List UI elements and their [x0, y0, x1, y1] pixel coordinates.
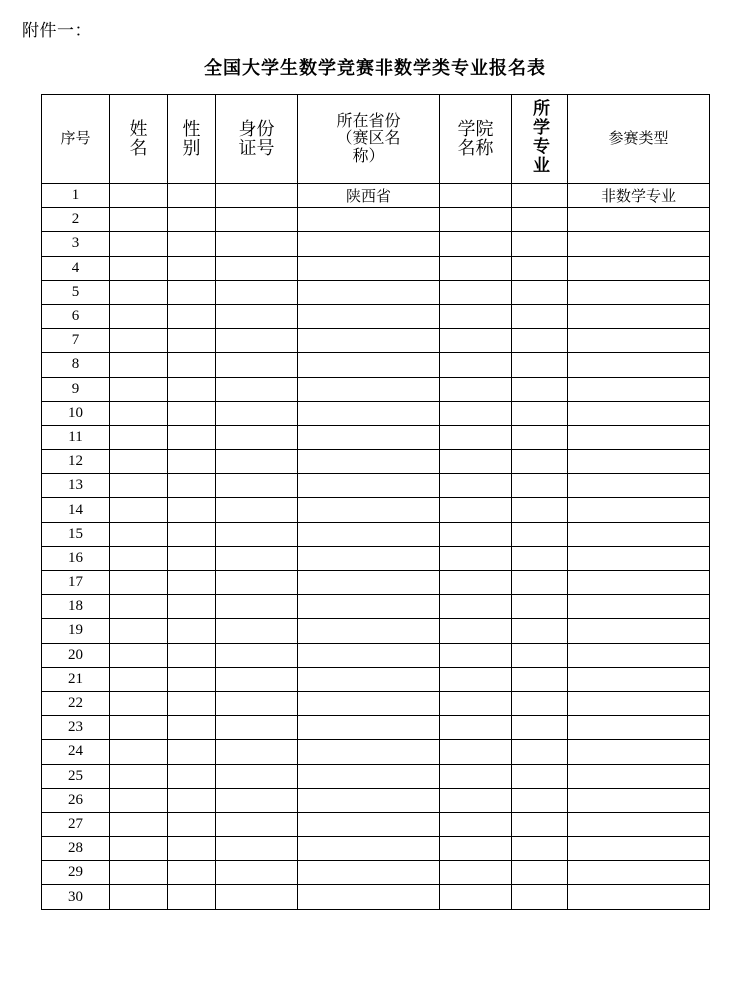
cell-id-number[interactable]	[216, 667, 298, 691]
header-id-line2: 证号	[238, 138, 275, 158]
cell-contest-type[interactable]	[568, 595, 710, 619]
cell-major[interactable]	[512, 716, 568, 740]
cell-province[interactable]	[298, 232, 440, 256]
cell-id-number[interactable]	[216, 643, 298, 667]
cell-province[interactable]	[298, 691, 440, 715]
cell-college[interactable]	[440, 812, 512, 836]
cell-name[interactable]	[110, 280, 168, 304]
cell-contest-type[interactable]	[568, 643, 710, 667]
header-gender	[168, 95, 216, 184]
cell-province[interactable]	[298, 740, 440, 764]
cell-province[interactable]	[298, 885, 440, 909]
cell-gender[interactable]	[168, 740, 216, 764]
cell-major[interactable]	[512, 474, 568, 498]
cell-province[interactable]	[298, 256, 440, 280]
cell-name[interactable]	[110, 546, 168, 570]
header-college-line1: 学院	[457, 118, 494, 139]
cell-contest-type[interactable]	[568, 474, 710, 498]
table-row	[42, 353, 710, 377]
table-row	[42, 256, 710, 280]
cell-college[interactable]	[440, 450, 512, 474]
header-index: 序号	[42, 95, 110, 184]
cell-name[interactable]	[110, 377, 168, 401]
cell-name[interactable]	[110, 885, 168, 909]
cell-name[interactable]	[110, 571, 168, 595]
cell-college[interactable]	[440, 716, 512, 740]
header-id-line1: 身份	[238, 118, 275, 139]
cell-id-number[interactable]	[216, 571, 298, 595]
cell-gender[interactable]	[168, 474, 216, 498]
cell-id-number[interactable]	[216, 885, 298, 909]
cell-college[interactable]	[440, 788, 512, 812]
table-row	[42, 740, 710, 764]
header-name-line1: 姓	[129, 118, 148, 139]
cell-college[interactable]	[440, 425, 512, 449]
cell-name[interactable]	[110, 619, 168, 643]
cell-id-number[interactable]	[216, 401, 298, 425]
cell-name[interactable]	[110, 837, 168, 861]
table-row	[42, 764, 710, 788]
cell-index: 7	[42, 329, 110, 353]
cell-province[interactable]	[298, 304, 440, 328]
cell-major[interactable]	[512, 377, 568, 401]
header-id-number	[216, 95, 298, 184]
cell-id-number[interactable]	[216, 595, 298, 619]
cell-index: 16	[42, 546, 110, 570]
header-contest-type: 参赛类型	[568, 95, 710, 184]
cell-gender[interactable]	[168, 425, 216, 449]
cell-gender[interactable]	[168, 280, 216, 304]
cell-province[interactable]	[298, 522, 440, 546]
cell-major[interactable]	[512, 764, 568, 788]
cell-college[interactable]	[440, 595, 512, 619]
cell-index: 6	[42, 304, 110, 328]
cell-name[interactable]	[110, 401, 168, 425]
cell-id-number[interactable]	[216, 546, 298, 570]
table-row	[42, 861, 710, 885]
cell-major[interactable]	[512, 329, 568, 353]
cell-name[interactable]	[110, 522, 168, 546]
cell-college[interactable]	[440, 474, 512, 498]
cell-contest-type[interactable]	[568, 256, 710, 280]
cell-id-number[interactable]	[216, 474, 298, 498]
cell-gender[interactable]	[168, 184, 216, 208]
cell-major[interactable]	[512, 861, 568, 885]
cell-major[interactable]	[512, 256, 568, 280]
cell-index: 10	[42, 401, 110, 425]
table-row	[42, 691, 710, 715]
cell-province[interactable]	[298, 546, 440, 570]
table-header-row	[42, 95, 710, 184]
cell-contest-type[interactable]	[568, 425, 710, 449]
cell-province[interactable]	[298, 329, 440, 353]
cell-province[interactable]	[298, 643, 440, 667]
cell-major[interactable]	[512, 619, 568, 643]
cell-major[interactable]	[512, 450, 568, 474]
cell-id-number[interactable]	[216, 788, 298, 812]
cell-id-number[interactable]	[216, 208, 298, 232]
cell-gender[interactable]	[168, 764, 216, 788]
cell-contest-type[interactable]	[568, 788, 710, 812]
cell-major[interactable]	[512, 571, 568, 595]
cell-contest-type[interactable]	[568, 401, 710, 425]
cell-college[interactable]	[440, 764, 512, 788]
cell-id-number[interactable]	[216, 716, 298, 740]
cell-gender[interactable]	[168, 377, 216, 401]
table-row	[42, 812, 710, 836]
table-row	[42, 643, 710, 667]
table-row	[42, 208, 710, 232]
cell-contest-type[interactable]	[568, 208, 710, 232]
cell-college[interactable]	[440, 304, 512, 328]
cell-gender[interactable]	[168, 691, 216, 715]
registration-table	[41, 94, 710, 910]
cell-college[interactable]	[440, 837, 512, 861]
cell-province[interactable]	[298, 788, 440, 812]
cell-name[interactable]	[110, 208, 168, 232]
cell-id-number[interactable]	[216, 256, 298, 280]
cell-gender[interactable]	[168, 788, 216, 812]
cell-major[interactable]	[512, 885, 568, 909]
cell-contest-type[interactable]	[568, 232, 710, 256]
cell-index: 18	[42, 595, 110, 619]
cell-id-number[interactable]	[216, 232, 298, 256]
cell-id-number[interactable]	[216, 522, 298, 546]
header-name-line2: 名	[129, 138, 148, 158]
cell-index: 12	[42, 450, 110, 474]
cell-major[interactable]	[512, 740, 568, 764]
cell-major[interactable]	[512, 353, 568, 377]
cell-gender[interactable]	[168, 861, 216, 885]
cell-name[interactable]	[110, 232, 168, 256]
cell-name[interactable]	[110, 304, 168, 328]
cell-province[interactable]	[298, 280, 440, 304]
cell-index: 21	[42, 667, 110, 691]
cell-index: 26	[42, 788, 110, 812]
cell-index: 4	[42, 256, 110, 280]
cell-contest-type[interactable]	[568, 522, 710, 546]
cell-gender[interactable]	[168, 353, 216, 377]
cell-index: 29	[42, 861, 110, 885]
cell-major[interactable]	[512, 812, 568, 836]
header-province-line3: 称）	[352, 147, 385, 165]
cell-id-number[interactable]	[216, 498, 298, 522]
cell-id-number[interactable]	[216, 861, 298, 885]
cell-index: 22	[42, 691, 110, 715]
table-row	[42, 329, 710, 353]
registration-table-wrapper	[41, 94, 709, 910]
cell-province[interactable]	[298, 764, 440, 788]
cell-index: 19	[42, 619, 110, 643]
header-province-line2: （赛区名	[336, 130, 401, 148]
cell-college[interactable]	[440, 885, 512, 909]
cell-gender[interactable]	[168, 546, 216, 570]
cell-college[interactable]	[440, 280, 512, 304]
attachment-label: 附件一：	[22, 21, 92, 40]
cell-name[interactable]	[110, 643, 168, 667]
cell-province[interactable]	[298, 837, 440, 861]
cell-name[interactable]	[110, 184, 168, 208]
cell-index: 25	[42, 764, 110, 788]
cell-college[interactable]	[440, 377, 512, 401]
cell-gender[interactable]	[168, 208, 216, 232]
cell-major[interactable]	[512, 425, 568, 449]
cell-college[interactable]	[440, 546, 512, 570]
cell-major[interactable]	[512, 498, 568, 522]
cell-gender[interactable]	[168, 571, 216, 595]
table-row	[42, 595, 710, 619]
cell-gender[interactable]	[168, 885, 216, 909]
table-row	[42, 401, 710, 425]
cell-index: 1	[42, 184, 110, 208]
cell-college[interactable]	[440, 691, 512, 715]
cell-index: 15	[42, 522, 110, 546]
cell-contest-type[interactable]	[568, 764, 710, 788]
table-row	[42, 377, 710, 401]
cell-name[interactable]	[110, 425, 168, 449]
cell-id-number[interactable]	[216, 837, 298, 861]
cell-gender[interactable]	[168, 329, 216, 353]
cell-gender[interactable]	[168, 256, 216, 280]
cell-contest-type[interactable]	[568, 304, 710, 328]
cell-contest-type[interactable]	[568, 837, 710, 861]
cell-index: 28	[42, 837, 110, 861]
cell-major[interactable]	[512, 401, 568, 425]
cell-major[interactable]	[512, 546, 568, 570]
cell-college[interactable]	[440, 571, 512, 595]
cell-college[interactable]	[440, 256, 512, 280]
header-name	[110, 95, 168, 184]
cell-name[interactable]	[110, 691, 168, 715]
cell-major[interactable]	[512, 643, 568, 667]
cell-major[interactable]	[512, 304, 568, 328]
cell-province[interactable]	[298, 595, 440, 619]
cell-name[interactable]	[110, 764, 168, 788]
cell-id-number[interactable]	[216, 812, 298, 836]
cell-id-number[interactable]	[216, 353, 298, 377]
cell-name[interactable]	[110, 498, 168, 522]
cell-gender[interactable]	[168, 837, 216, 861]
header-major	[512, 95, 568, 184]
table-row	[42, 184, 710, 208]
cell-contest-type[interactable]	[568, 812, 710, 836]
header-province-line1: 所在省份	[336, 113, 401, 131]
cell-id-number[interactable]	[216, 280, 298, 304]
header-college	[440, 95, 512, 184]
cell-index: 17	[42, 571, 110, 595]
cell-index: 27	[42, 812, 110, 836]
cell-id-number[interactable]	[216, 619, 298, 643]
cell-id-number[interactable]	[216, 304, 298, 328]
table-row	[42, 619, 710, 643]
cell-college[interactable]	[440, 667, 512, 691]
header-province	[298, 95, 440, 184]
cell-province[interactable]	[298, 619, 440, 643]
cell-name[interactable]	[110, 353, 168, 377]
cell-province[interactable]	[298, 571, 440, 595]
cell-id-number[interactable]	[216, 184, 298, 208]
cell-index: 20	[42, 643, 110, 667]
cell-college[interactable]	[440, 522, 512, 546]
cell-contest-type[interactable]	[568, 740, 710, 764]
cell-index: 24	[42, 740, 110, 764]
header-major-text: 所学专业	[530, 99, 549, 176]
cell-name[interactable]	[110, 740, 168, 764]
cell-id-number[interactable]	[216, 691, 298, 715]
table-row	[42, 450, 710, 474]
cell-contest-type[interactable]	[568, 377, 710, 401]
cell-name[interactable]	[110, 329, 168, 353]
cell-province[interactable]	[298, 716, 440, 740]
header-gender-line1: 性	[182, 118, 201, 139]
cell-major[interactable]	[512, 788, 568, 812]
cell-major[interactable]	[512, 208, 568, 232]
table-row	[42, 280, 710, 304]
cell-gender[interactable]	[168, 812, 216, 836]
cell-province[interactable]	[298, 401, 440, 425]
cell-contest-type[interactable]	[568, 450, 710, 474]
cell-college[interactable]	[440, 861, 512, 885]
header-gender-line2: 别	[182, 138, 201, 158]
table-row	[42, 885, 710, 909]
cell-contest-type[interactable]	[568, 885, 710, 909]
cell-id-number[interactable]	[216, 764, 298, 788]
cell-province[interactable]	[298, 498, 440, 522]
cell-gender[interactable]	[168, 401, 216, 425]
cell-name[interactable]	[110, 716, 168, 740]
cell-gender[interactable]	[168, 595, 216, 619]
cell-gender[interactable]	[168, 450, 216, 474]
cell-name[interactable]	[110, 788, 168, 812]
cell-gender[interactable]	[168, 619, 216, 643]
cell-name[interactable]	[110, 474, 168, 498]
cell-gender[interactable]	[168, 643, 216, 667]
cell-index: 2	[42, 208, 110, 232]
cell-college[interactable]	[440, 184, 512, 208]
cell-college[interactable]	[440, 329, 512, 353]
page-title: 全国大学生数学竞赛非数学类专业报名表	[204, 58, 546, 78]
cell-province[interactable]	[298, 450, 440, 474]
table-row	[42, 546, 710, 570]
cell-major[interactable]	[512, 691, 568, 715]
cell-college[interactable]	[440, 208, 512, 232]
cell-contest-type[interactable]	[568, 571, 710, 595]
cell-id-number[interactable]	[216, 329, 298, 353]
cell-id-number[interactable]	[216, 740, 298, 764]
cell-major[interactable]	[512, 595, 568, 619]
cell-contest-type[interactable]	[568, 498, 710, 522]
cell-gender[interactable]	[168, 304, 216, 328]
cell-id-number[interactable]	[216, 377, 298, 401]
cell-contest-type[interactable]	[568, 329, 710, 353]
cell-major[interactable]	[512, 667, 568, 691]
cell-gender[interactable]	[168, 232, 216, 256]
table-row	[42, 425, 710, 449]
cell-province[interactable]	[298, 474, 440, 498]
cell-name[interactable]	[110, 667, 168, 691]
table-row	[42, 498, 710, 522]
cell-gender[interactable]	[168, 498, 216, 522]
cell-college[interactable]	[440, 643, 512, 667]
cell-name[interactable]	[110, 256, 168, 280]
cell-name[interactable]	[110, 595, 168, 619]
cell-college[interactable]	[440, 740, 512, 764]
cell-major[interactable]	[512, 522, 568, 546]
cell-index: 11	[42, 425, 110, 449]
cell-name[interactable]	[110, 861, 168, 885]
table-row	[42, 837, 710, 861]
cell-major[interactable]	[512, 837, 568, 861]
cell-index: 8	[42, 353, 110, 377]
cell-contest-type[interactable]	[568, 619, 710, 643]
cell-major[interactable]	[512, 232, 568, 256]
cell-major[interactable]	[512, 280, 568, 304]
cell-contest-type[interactable]	[568, 716, 710, 740]
table-row	[42, 667, 710, 691]
cell-contest-type[interactable]	[568, 861, 710, 885]
cell-gender[interactable]	[168, 667, 216, 691]
cell-index: 14	[42, 498, 110, 522]
cell-province[interactable]	[298, 667, 440, 691]
table-row	[42, 232, 710, 256]
cell-index: 3	[42, 232, 110, 256]
cell-province[interactable]	[298, 812, 440, 836]
cell-name[interactable]	[110, 812, 168, 836]
table-row	[42, 716, 710, 740]
table-row	[42, 522, 710, 546]
cell-index: 13	[42, 474, 110, 498]
cell-contest-type[interactable]	[568, 691, 710, 715]
cell-province[interactable]	[298, 425, 440, 449]
table-row	[42, 571, 710, 595]
cell-index: 30	[42, 885, 110, 909]
cell-contest-type[interactable]	[568, 546, 710, 570]
cell-college[interactable]	[440, 353, 512, 377]
cell-id-number[interactable]	[216, 450, 298, 474]
header-college-line2: 名称	[457, 138, 494, 158]
cell-province[interactable]: 陕西省	[298, 184, 440, 208]
cell-college[interactable]	[440, 619, 512, 643]
table-body	[42, 184, 710, 910]
table-row	[42, 304, 710, 328]
table-row	[42, 474, 710, 498]
cell-province[interactable]	[298, 208, 440, 232]
cell-major[interactable]	[512, 184, 568, 208]
cell-contest-type[interactable]	[568, 353, 710, 377]
cell-province[interactable]	[298, 377, 440, 401]
cell-id-number[interactable]	[216, 425, 298, 449]
cell-contest-type[interactable]	[568, 667, 710, 691]
cell-college[interactable]	[440, 498, 512, 522]
table-row	[42, 788, 710, 812]
cell-index: 9	[42, 377, 110, 401]
cell-gender[interactable]	[168, 716, 216, 740]
cell-province[interactable]	[298, 353, 440, 377]
cell-index: 23	[42, 716, 110, 740]
cell-contest-type[interactable]: 非数学专业	[568, 184, 710, 208]
cell-contest-type[interactable]	[568, 280, 710, 304]
cell-province[interactable]	[298, 861, 440, 885]
cell-index: 5	[42, 280, 110, 304]
cell-college[interactable]	[440, 401, 512, 425]
cell-college[interactable]	[440, 232, 512, 256]
cell-name[interactable]	[110, 450, 168, 474]
cell-gender[interactable]	[168, 522, 216, 546]
